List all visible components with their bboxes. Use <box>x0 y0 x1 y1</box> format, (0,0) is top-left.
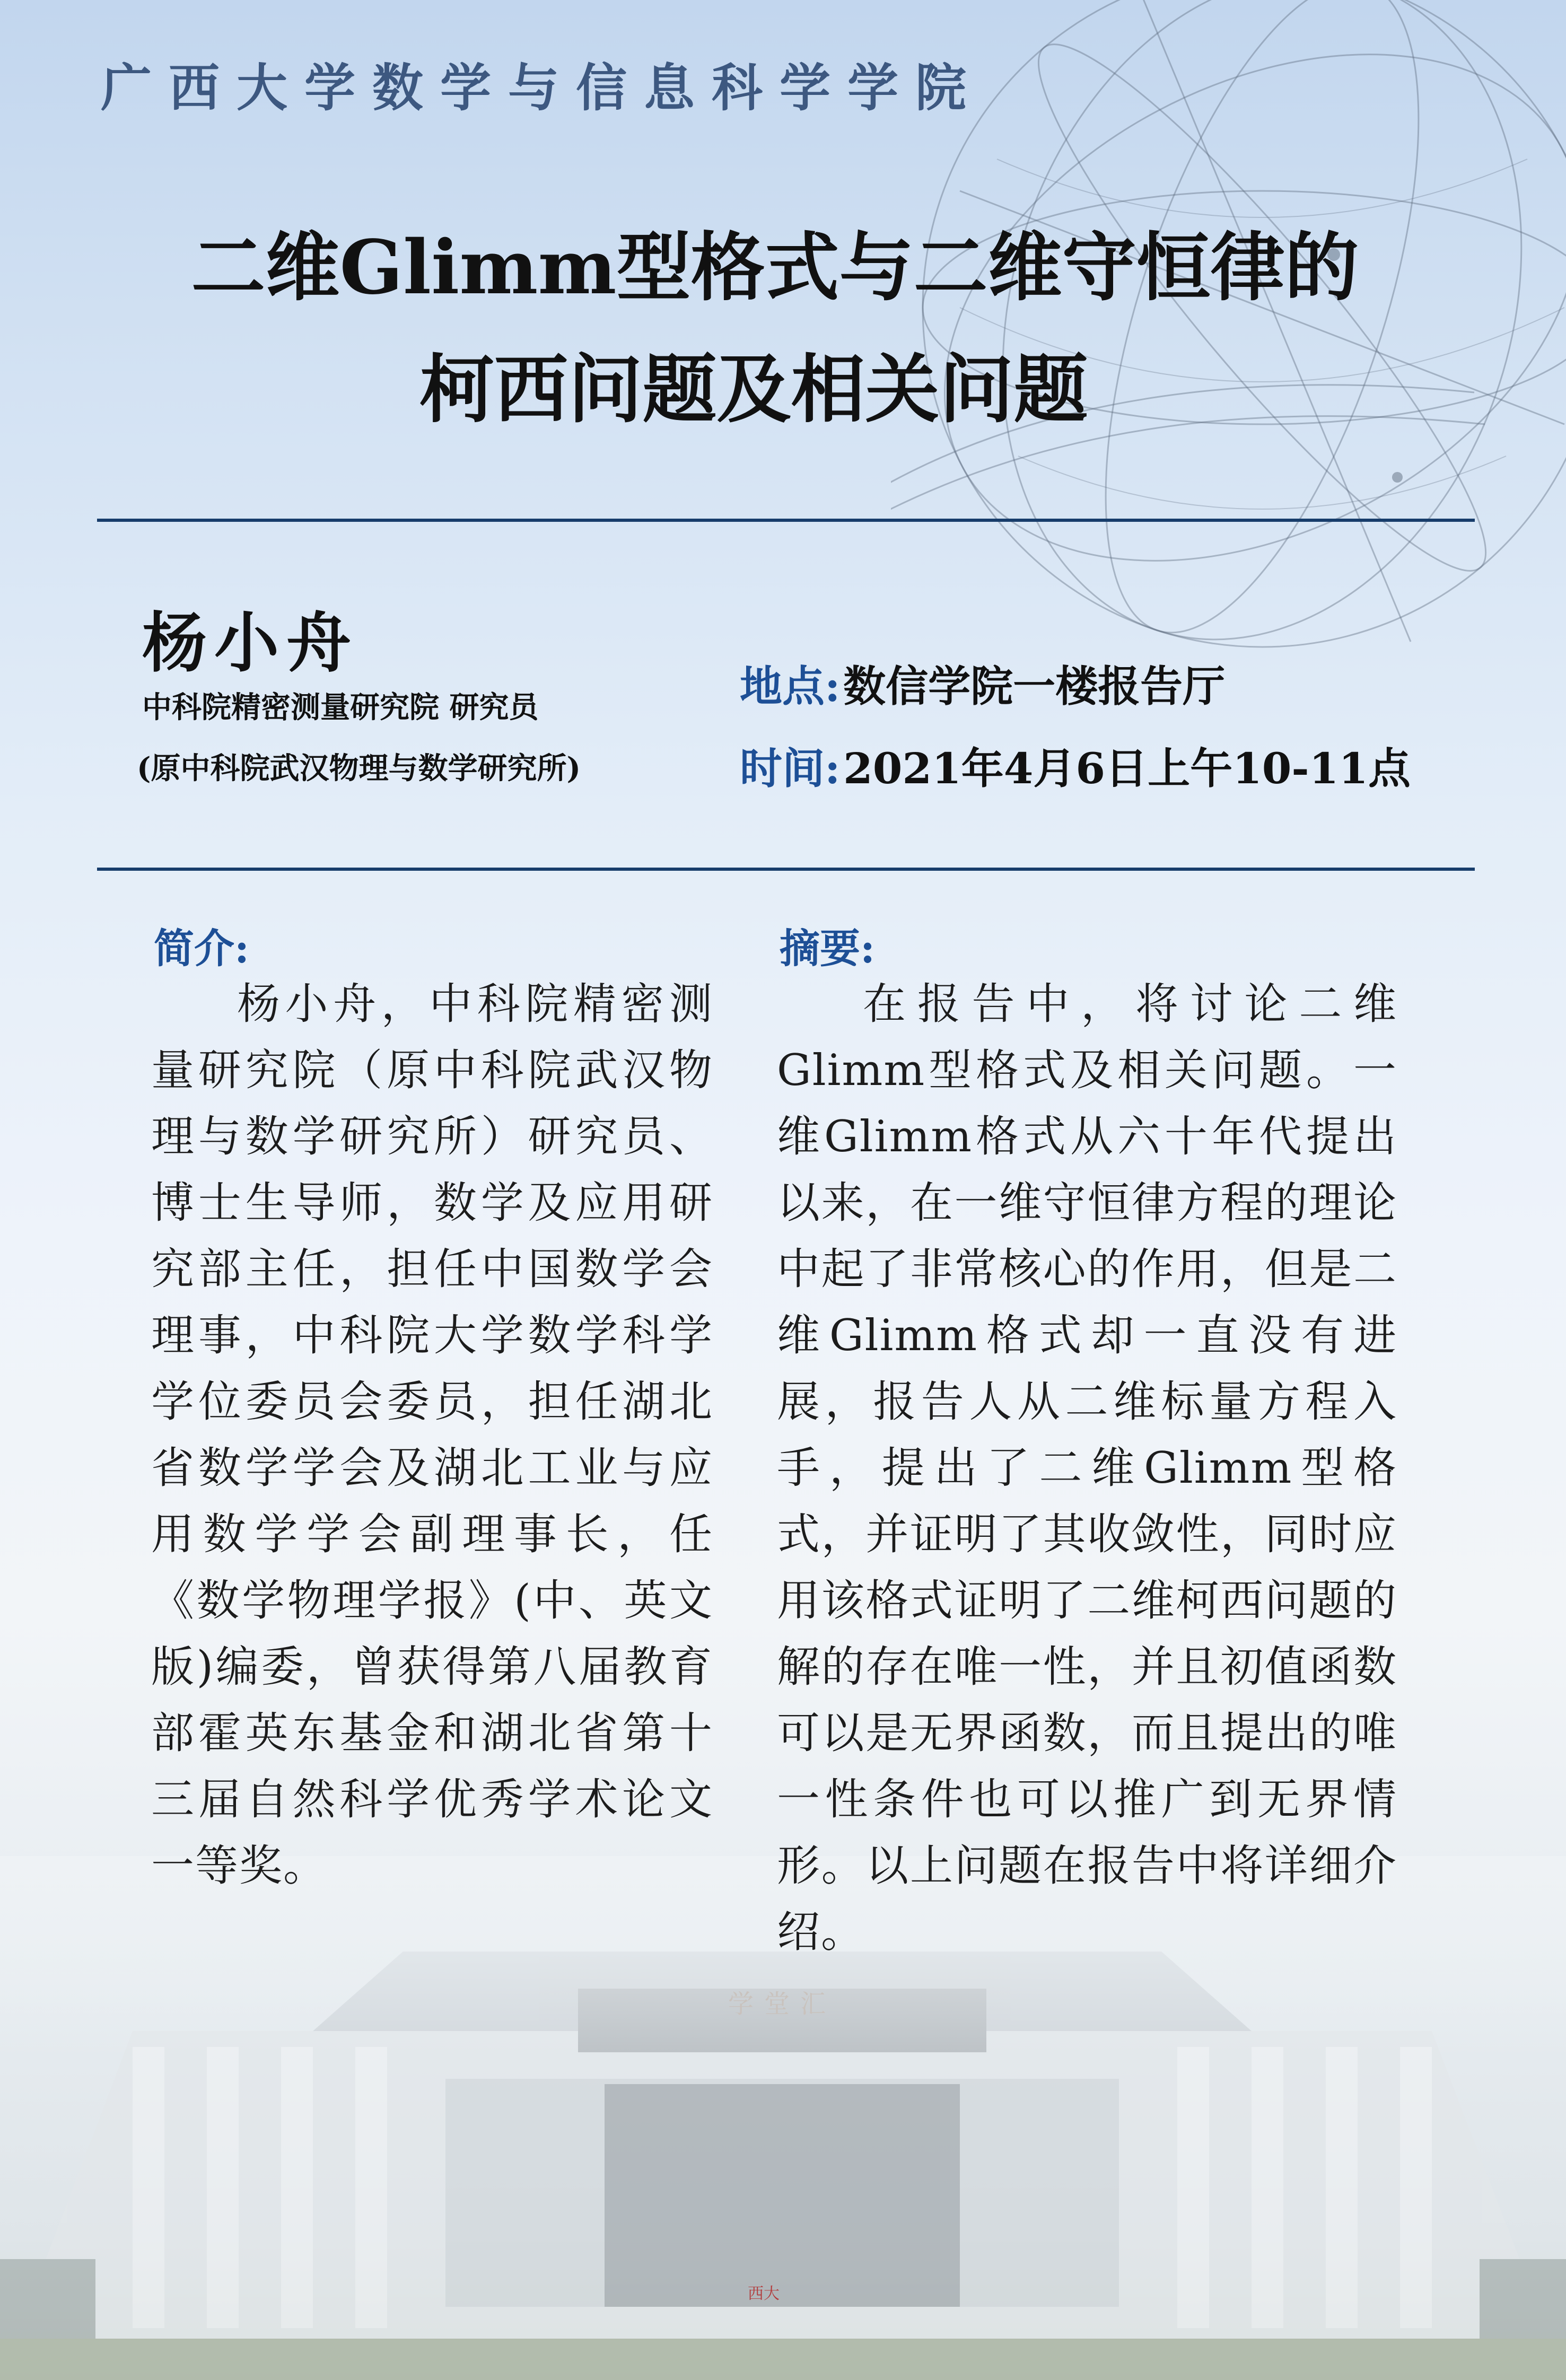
time-value: 2021年4月6日上午10-11点 <box>843 743 1411 793</box>
abstract-heading: 摘要: <box>780 925 876 972</box>
place-label: 地点: <box>740 661 841 711</box>
seminar-title <box>0 224 1566 433</box>
divider-middle <box>97 868 1475 871</box>
time-label: 时间: <box>740 743 841 793</box>
divider-top <box>97 519 1475 522</box>
title-line-1: 二维Glimm型格式与二维守恒律的 <box>191 224 1359 311</box>
speaker-title: 中科院精密测量研究院 研究员 <box>142 690 539 725</box>
title-line-2: 柯西问题及相关问题 <box>419 346 1088 433</box>
institute-name: 广西大学数学与信息科学学院 <box>101 58 983 118</box>
abstract-body: 在报告中，将讨论二维Glimm型格式及相关问题。一维Glimm格式从六十年代提出以来，在一维守恒律方程的理论中起了非常核心的作用，但是二维Glimm格式却一直没有进展，报告人从二维标量方程入手，提出了二维Glimm型格式，并证明了其收敛性，同时应用该格式证明了二维柯西问题的解的存在唯一性，并且初值函数可以是无界函数，而且提出的唯一性条件也可以推广到无界情形。以上问题在报告中将详细介绍。 <box>777 979 1397 1957</box>
intro-body: 杨小舟，中科院精密测量研究院（原中科院武汉物理与数学研究所）研究员、博士生导师，数学及应用研究部主任，担任中国数学会理事，中科院大学数学科学学位委员会委员，担任湖北省数学学会及湖北工业与应用数学学会副理事长，任《数学物理学报》(中、英文版)编委，曾获得第八届教育部霍英东基金和湖北省第十三届自然科学优秀学术论文一等奖。 <box>151 979 713 1891</box>
building-sign: 学堂汇 <box>728 1989 837 2019</box>
building-badge: 西大 <box>748 2285 780 2303</box>
event-time <box>740 734 1411 795</box>
intro-heading: 简介: <box>154 925 250 972</box>
speaker-name: 杨小舟 <box>142 605 358 681</box>
speaker-former-affiliation: (原中科院武汉物理与数学研究所) <box>137 751 581 786</box>
event-place <box>740 652 1225 713</box>
place-value: 数信学院一楼报告厅 <box>843 661 1226 711</box>
